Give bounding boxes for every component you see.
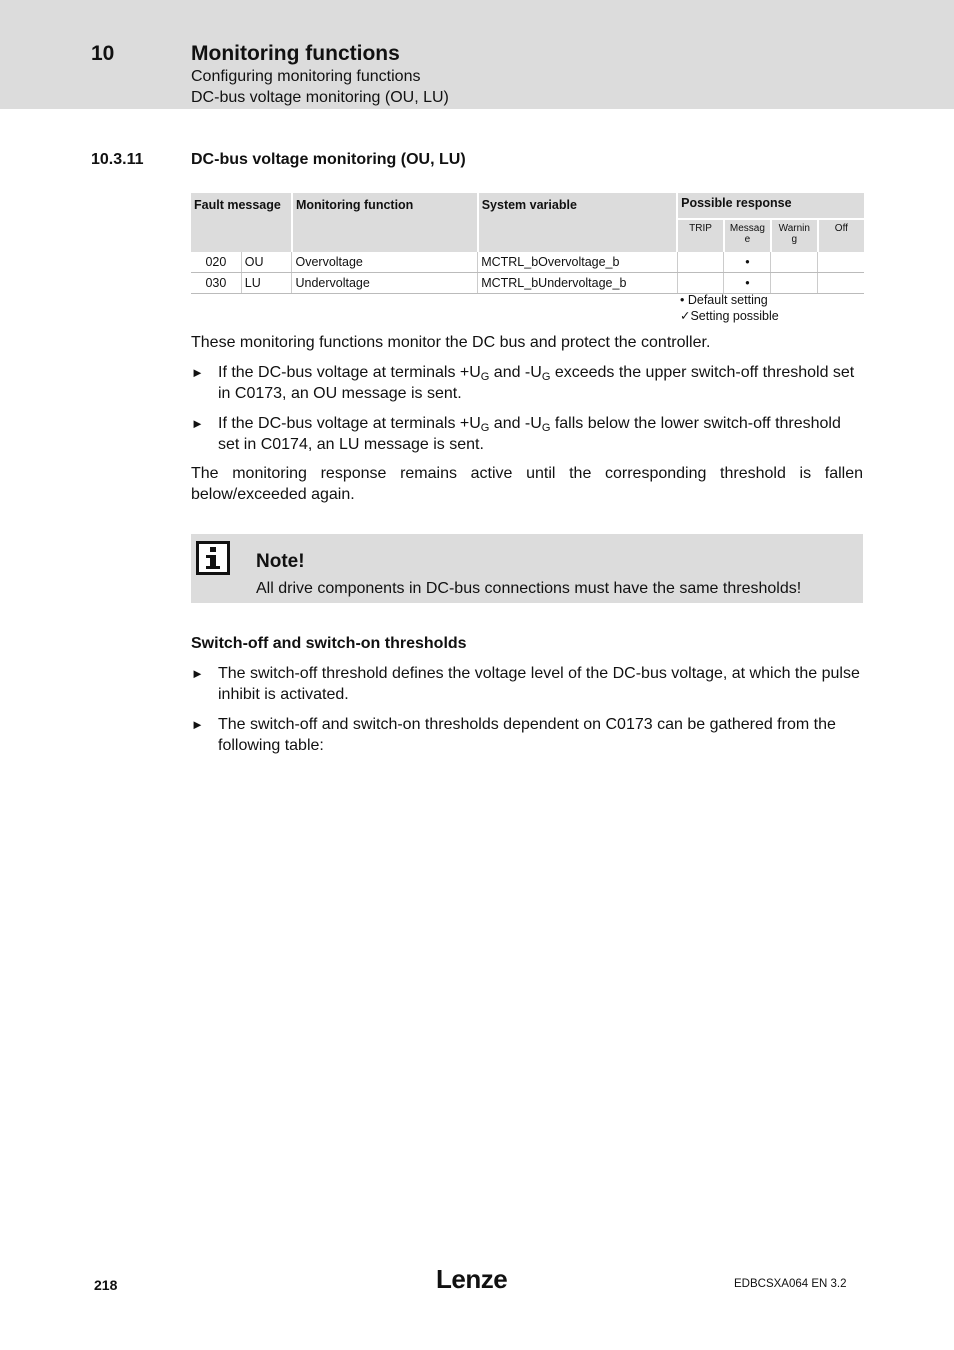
thresholds-heading: Switch-off and switch-on thresholds (191, 635, 467, 652)
breadcrumb-level-1: Configuring monitoring functions (191, 68, 421, 85)
bullet-text: The switch-off and switch-on thresholds dependent on C0173 can be gathered from the following table: (218, 716, 836, 754)
fault-number: 020 (191, 252, 241, 273)
response-off (818, 252, 864, 273)
header-fault-message: Fault message (191, 193, 292, 252)
header-message: Messag e (724, 219, 771, 252)
breadcrumb-level-2: DC-bus voltage monitoring (OU, LU) (191, 89, 449, 106)
legend-setting-possible: ✓Setting possible (680, 309, 779, 323)
header-system-variable: System variable (478, 193, 677, 252)
bullet-arrow-icon: ► (191, 365, 204, 380)
section-number: 10.3.11 (91, 151, 144, 168)
system-variable: MCTRL_bUndervoltage_b (478, 273, 677, 294)
fault-table (191, 193, 864, 294)
table-row (191, 252, 864, 273)
header-off: Off (818, 219, 864, 252)
fault-number: 030 (191, 273, 241, 294)
response-warning (771, 252, 818, 273)
response-warning (771, 273, 818, 294)
response-message: • (724, 252, 771, 273)
response-off (818, 273, 864, 294)
header-band (0, 0, 954, 109)
response-paragraph: The monitoring response remains active until the corresponding threshold is fallen below/exceeded again. (191, 465, 863, 503)
note-box (191, 534, 863, 603)
header-monitoring-function: Monitoring function (292, 193, 478, 252)
header-warning: Warnin g (771, 219, 818, 252)
intro-paragraph: These monitoring functions monitor the DC bus and protect the controller. (191, 334, 711, 351)
chapter-title: Monitoring functions (191, 42, 400, 65)
system-variable: MCTRL_bOvervoltage_b (478, 252, 677, 273)
table-row (191, 273, 864, 294)
fault-code: LU (241, 273, 292, 294)
response-message: • (724, 273, 771, 294)
bullet-text: The switch-off threshold defines the voltage level of the DC-bus voltage, at which the pulse inhibit is activated. (218, 665, 860, 703)
lenze-logo: Lenze (436, 1264, 508, 1294)
note-text: All drive components in DC-bus connections must have the same thresholds! (256, 580, 802, 597)
header-possible-response: Possible response (677, 193, 864, 219)
header-trip: TRIP (677, 219, 724, 252)
response-trip (677, 273, 724, 294)
chapter-number: 10 (91, 42, 115, 65)
legend-default-setting: • Default setting (680, 293, 768, 307)
monitoring-function: Overvoltage (292, 252, 478, 273)
response-trip (677, 252, 724, 273)
page-number: 218 (94, 1277, 118, 1293)
info-icon (196, 541, 230, 575)
section-title: DC-bus voltage monitoring (OU, LU) (191, 151, 466, 168)
bullet-text: If the DC-bus voltage at terminals $+U_G$ and $-U_G$ falls below the lower switch-off threshold set in C0174, an LU message is sent. (218, 415, 841, 453)
bullet-arrow-icon: ► (191, 666, 204, 681)
bullet-text: If the DC-bus voltage at terminals $+U_G$ and $-U_G$ exceeds the upper switch-off threshold set in C0173, an OU message is sent. (218, 364, 855, 402)
table-legend (680, 292, 779, 324)
fault-code: OU (241, 252, 292, 273)
monitoring-function: Undervoltage (292, 273, 478, 294)
note-title: Note! (256, 551, 305, 572)
document-code: EDBCSXA064 EN 3.2 (734, 1278, 847, 1290)
bullet-arrow-icon: ► (191, 416, 204, 431)
bullet-arrow-icon: ► (191, 717, 204, 732)
